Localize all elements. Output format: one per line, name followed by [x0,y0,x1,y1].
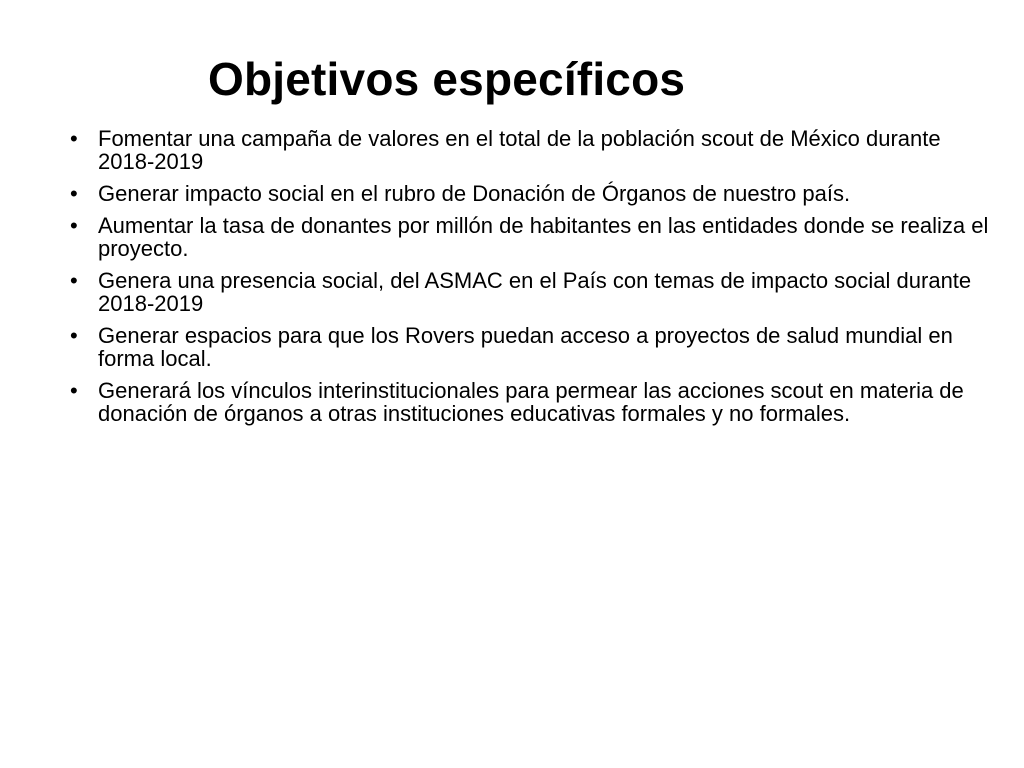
bullet-item [70,269,990,315]
bullet-icon: • [70,378,78,403]
bullet-item [70,127,990,173]
bullet-list [70,127,990,434]
bullet-item [70,214,990,260]
bullet-text: Genera una presencia social, del ASMAC en el País con temas de impacto social durante 2018-2019 [98,268,972,316]
bullet-text: Generará los vínculos interinstitucionales para permear las acciones scout en materia de donación de órganos a otras instituciones educativas formales y no formales. [98,378,964,426]
bullet-icon: • [70,126,78,151]
bullet-text: Generar impacto social en el rubro de Donación de Órganos de nuestro país. [98,181,851,206]
bullet-icon: • [70,323,78,348]
slide-title: Objetivos específicos [208,53,686,105]
bullet-icon: • [70,268,78,293]
bullet-text: Fomentar una campaña de valores en el total de la población scout de México durante 2018-2019 [98,126,941,174]
bullet-text: Generar espacios para que los Rovers puedan acceso a proyectos de salud mundial en forma local. [98,323,953,371]
bullet-icon: • [70,213,78,238]
bullet-item [70,379,990,425]
bullet-text: Aumentar la tasa de donantes por millón de habitantes en las entidades donde se realiza el proyecto. [98,213,989,261]
bullet-item [70,324,990,370]
bullet-item [70,182,990,205]
bullet-icon: • [70,181,78,206]
